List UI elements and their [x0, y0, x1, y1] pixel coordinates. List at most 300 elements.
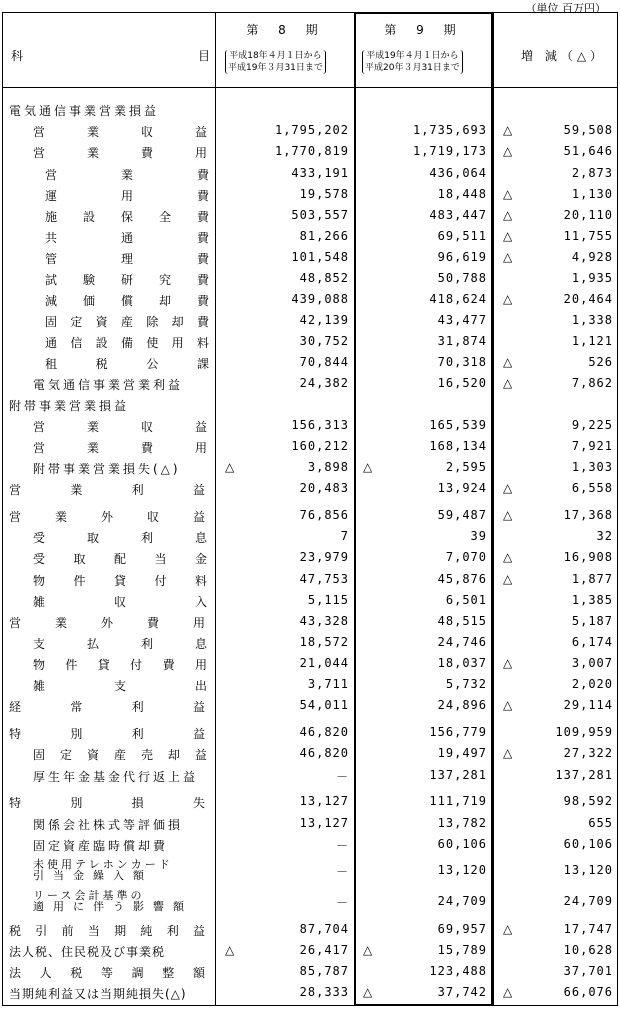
value-delta: 37,701: [563, 964, 613, 978]
row-label-char: 固: [33, 748, 46, 762]
value-period9: 39: [470, 529, 487, 543]
row-label: [9, 922, 205, 939]
row-label: [45, 313, 209, 330]
row-label-char: 定: [70, 315, 83, 329]
value-period8: 1,795,202: [274, 123, 349, 137]
row-label-char: 利: [140, 531, 153, 545]
row-label: [9, 725, 205, 742]
row-label-char: 備: [120, 336, 133, 350]
value-delta: 5,187: [571, 614, 613, 628]
row-label-char: 試: [45, 273, 58, 287]
row-label-char: 利: [131, 727, 144, 741]
row-label-char: 全: [158, 210, 171, 224]
row-label-char: 益: [194, 748, 207, 762]
value-delta-negative-mark: △: [503, 508, 513, 522]
table-row: [3, 891, 617, 911]
row-label-char: 保: [120, 210, 133, 224]
unit-note: （単位 百万円）: [525, 2, 606, 15]
table-row: [3, 632, 617, 652]
table-row: [3, 695, 617, 715]
table-row: [3, 791, 617, 811]
value-period9: 69,957: [437, 922, 487, 936]
value-period8: －: [335, 839, 349, 853]
row-label-char: 研: [120, 273, 133, 287]
row-label-char: 入: [194, 595, 207, 609]
value-delta-negative-mark: △: [503, 123, 513, 137]
row-label-char: 貸: [113, 574, 126, 588]
value-period9: 16,520: [437, 376, 487, 390]
row-label-char: 用: [171, 336, 184, 350]
value-period9: 48,515: [437, 614, 487, 628]
row-label-char: 収: [140, 125, 153, 139]
row-label-char: 共: [45, 231, 58, 245]
row-label-char: 通: [45, 336, 58, 350]
row-label-char: 営: [9, 510, 22, 524]
value-delta: 32: [596, 529, 613, 543]
value-period8: 28,333: [299, 985, 349, 999]
row-label-char: 物: [33, 574, 46, 588]
row-label-char: 料: [194, 574, 207, 588]
value-delta: 6,558: [571, 481, 613, 495]
value-delta: 1,303: [571, 460, 613, 474]
table-row: [3, 457, 617, 477]
value-period9: 123,488: [429, 964, 487, 978]
value-delta-negative-mark: △: [503, 746, 513, 760]
row-label-char: 業: [86, 125, 99, 139]
value-period9: 43,477: [437, 313, 487, 327]
row-label: [33, 550, 207, 567]
row-label-char: 費: [140, 146, 153, 160]
row-label-char: 利: [140, 637, 153, 651]
table-row: [3, 289, 617, 309]
row-label: [33, 439, 207, 456]
row-label: [33, 656, 207, 673]
row-label-line1: リース会計基準の: [33, 889, 145, 902]
row-label-char: 費: [196, 210, 209, 224]
value-delta: 24,709: [563, 894, 613, 908]
value-period8-negative-mark: △: [225, 943, 235, 957]
table-row: [3, 590, 617, 610]
header-period9-range: [362, 50, 463, 74]
row-label: [45, 229, 209, 246]
table-row: [3, 765, 617, 785]
value-delta: 4,928: [571, 250, 613, 264]
value-period9: 7,070: [445, 550, 487, 564]
row-label: [9, 508, 205, 525]
row-label-char: 利: [166, 924, 179, 938]
row-label-line1: 未使用テレホンカード: [33, 858, 173, 871]
value-period8: 433,191: [291, 166, 349, 180]
row-label-char: 業: [86, 146, 99, 160]
value-period8: 1,770,819: [274, 144, 349, 158]
value-delta: 526: [588, 355, 613, 369]
value-delta: 13,120: [563, 863, 613, 877]
row-label-char: 外: [100, 510, 113, 524]
row-label-char: 特: [9, 727, 22, 741]
table-row: [3, 310, 617, 330]
row-label-char: 利: [131, 700, 144, 714]
table-row: [3, 961, 617, 981]
value-delta: 20,464: [563, 292, 613, 306]
value-period9: 70,318: [437, 355, 487, 369]
value-period9: 24,896: [437, 698, 487, 712]
row-label-char: 営: [33, 420, 46, 434]
row-label-char: 支: [113, 679, 126, 693]
row-label: [33, 859, 173, 881]
row-label: 附帯事業営業損益: [9, 399, 130, 413]
value-delta: 16,908: [563, 550, 613, 564]
value-period8: 3,898: [307, 460, 349, 474]
row-label: [33, 144, 207, 161]
table-row: [3, 163, 617, 183]
table-row: [3, 505, 617, 525]
row-label-char: 費: [196, 168, 209, 182]
row-label-char: 業: [120, 168, 133, 182]
row-label-char: 公: [146, 357, 159, 371]
value-delta: 10,628: [563, 943, 613, 957]
row-label-char: 験: [82, 273, 95, 287]
value-delta-negative-mark: △: [503, 376, 513, 390]
row-label-char: 益: [192, 700, 205, 714]
value-delta: 6,174: [571, 635, 613, 649]
value-delta: 1,338: [571, 313, 613, 327]
row-label-char: 用: [194, 146, 207, 160]
row-label: [33, 635, 207, 652]
value-period9: 156,779: [429, 725, 487, 739]
value-period9: 45,876: [437, 572, 487, 586]
row-label-char: 設: [95, 336, 108, 350]
row-label-char: 償: [120, 294, 133, 308]
row-label-char: 息: [194, 531, 207, 545]
value-period9: 165,539: [429, 418, 487, 432]
table-row: [3, 415, 617, 435]
value-period9: 96,619: [437, 250, 487, 264]
row-label-char: 純: [140, 924, 153, 938]
value-period8: －: [335, 896, 349, 910]
row-label: [45, 166, 209, 183]
row-label-char: 件: [73, 574, 86, 588]
row-label: [9, 481, 205, 498]
value-delta: 2,873: [571, 166, 613, 180]
row-label-char: 支: [33, 637, 46, 651]
value-period8: 7: [340, 529, 349, 543]
row-label-char: 営: [45, 168, 58, 182]
value-period9: 2,595: [445, 460, 487, 474]
value-period8: 18,572: [299, 635, 349, 649]
row-label-char: 費: [196, 294, 209, 308]
value-period9: 24,746: [437, 635, 487, 649]
value-period8: 87,704: [299, 922, 349, 936]
header-kamoku-right: 目: [198, 49, 211, 63]
row-label: 固定資産臨時償却費: [33, 839, 169, 853]
value-period8: 42,139: [299, 313, 349, 327]
value-delta-negative-mark: △: [503, 985, 513, 999]
value-period8: 23,979: [299, 550, 349, 564]
table-row: [3, 394, 617, 414]
row-label-char: 取: [73, 552, 86, 566]
row-label-char: 租: [45, 357, 58, 371]
table-row: [3, 331, 617, 351]
value-delta: 1,935: [571, 271, 613, 285]
row-label-char: 設: [82, 210, 95, 224]
table-row: [3, 982, 617, 1002]
row-label: 電気通信事業営業損益: [9, 104, 160, 118]
row-label-char: 出: [194, 679, 207, 693]
table-row: [3, 205, 617, 225]
value-period8: 101,548: [291, 250, 349, 264]
row-label-char: 業: [54, 616, 67, 630]
table-row: [3, 141, 617, 161]
value-period9: 13,924: [437, 481, 487, 495]
row-label-char: 前: [61, 924, 74, 938]
row-label-char: 営: [9, 483, 22, 497]
value-delta-negative-mark: △: [503, 229, 513, 243]
value-delta: 1,130: [571, 187, 613, 201]
row-label-char: 価: [82, 294, 95, 308]
value-period9: 15,789: [437, 943, 487, 957]
row-label-char: 信: [70, 336, 83, 350]
row-label-char: 外: [100, 616, 113, 630]
value-period9: 50,788: [437, 271, 487, 285]
row-label: [33, 123, 207, 140]
row-label-char: 施: [45, 210, 58, 224]
value-delta: 59,508: [563, 123, 613, 137]
value-period9: 436,064: [429, 166, 487, 180]
table-row: [3, 526, 617, 546]
row-label-char: 人: [39, 966, 52, 980]
row-label-char: 業: [70, 483, 83, 497]
value-period8: 47,753: [299, 572, 349, 586]
value-period8: 24,382: [299, 376, 349, 390]
row-label-char: 受: [33, 531, 46, 545]
row-label-char: 払: [86, 637, 99, 651]
value-period9: 59,487: [437, 508, 487, 522]
value-period8: 70,844: [299, 355, 349, 369]
value-period8: 26,417: [299, 943, 349, 957]
row-label: [33, 418, 207, 435]
row-label: [9, 964, 205, 981]
row-label-char: 営: [33, 125, 46, 139]
row-label-char: 益: [194, 125, 207, 139]
row-label-char: 資: [86, 748, 99, 762]
value-period9: 37,742: [437, 985, 487, 999]
value-period9: 1,719,173: [412, 144, 487, 158]
value-delta: 51,646: [563, 144, 613, 158]
row-label-char: 受: [33, 552, 46, 566]
value-delta: 1,877: [571, 572, 613, 586]
value-delta: 27,322: [563, 746, 613, 760]
value-delta: 60,106: [563, 837, 613, 851]
value-period9: 6,501: [445, 593, 487, 607]
value-delta: 66,076: [563, 985, 613, 999]
row-label-char: 雑: [33, 679, 46, 693]
value-period9: 5,732: [445, 677, 487, 691]
value-delta-negative-mark: △: [503, 656, 513, 670]
value-delta-negative-mark: △: [503, 355, 513, 369]
value-period9: 13,120: [437, 863, 487, 877]
value-delta: 1,121: [571, 334, 613, 348]
row-label-char: 整: [162, 966, 175, 980]
table-row: [3, 547, 617, 567]
table-row: [3, 120, 617, 140]
row-label-char: 除: [146, 315, 159, 329]
row-label: [45, 187, 209, 204]
table-row: [3, 940, 617, 960]
row-label-char: 物: [33, 658, 46, 672]
value-delta-negative-mark: △: [503, 144, 513, 158]
table-row: [3, 813, 617, 833]
row-label-line2: 適用に伴う影響額: [33, 900, 193, 913]
value-period8: 439,088: [291, 292, 349, 306]
row-label-char: 雑: [33, 595, 46, 609]
value-period8: 21,044: [299, 656, 349, 670]
value-delta-negative-mark: △: [503, 187, 513, 201]
row-label-char: 業: [86, 441, 99, 455]
row-label-char: 課: [196, 357, 209, 371]
row-label-char: 益: [192, 510, 205, 524]
value-period8: 30,752: [299, 334, 349, 348]
row-label-char: 資: [95, 315, 108, 329]
row-label-char: 料: [196, 336, 209, 350]
row-label-char: 費: [196, 273, 209, 287]
header-period8: 第 8 期: [246, 23, 326, 37]
row-label-char: 益: [192, 483, 205, 497]
row-label: [33, 572, 207, 589]
value-delta-negative-mark: △: [503, 550, 513, 564]
value-delta-negative-mark: △: [503, 292, 513, 306]
table-row: [3, 373, 617, 393]
value-period9: 168,134: [429, 439, 487, 453]
value-period8: 13,127: [299, 794, 349, 808]
table-row: [3, 436, 617, 456]
row-label-char: 営: [9, 616, 22, 630]
row-label-char: 付: [130, 658, 143, 672]
row-label-char: 等: [100, 966, 113, 980]
row-label-char: 失: [192, 796, 205, 810]
row-label-char: 業: [86, 420, 99, 434]
value-delta: 2,020: [571, 677, 613, 691]
row-label-char: 金: [194, 552, 207, 566]
row-label-char: 減: [45, 294, 58, 308]
value-delta: 17,747: [563, 922, 613, 936]
row-label-char: 用: [194, 658, 207, 672]
row-label-char: 益: [192, 727, 205, 741]
row-label-char: 付: [154, 574, 167, 588]
table-row: [3, 860, 617, 880]
header-period9-range-start: 平成19年４月１日から: [366, 51, 459, 61]
table-row: [3, 722, 617, 742]
value-delta: 3,007: [571, 656, 613, 670]
value-period8: 48,852: [299, 271, 349, 285]
value-period8: 13,127: [299, 816, 349, 830]
value-period8: 76,856: [299, 508, 349, 522]
row-label-char: 費: [162, 658, 175, 672]
row-label-char: 理: [120, 252, 133, 266]
value-delta: 1,385: [571, 593, 613, 607]
value-period9: 18,448: [437, 187, 487, 201]
value-period8: 81,266: [299, 229, 349, 243]
row-label: 法人税、住民税及び事業税: [9, 945, 166, 959]
row-label-char: 業: [54, 510, 67, 524]
row-label-char: 貸: [97, 658, 110, 672]
row-label-char: 究: [158, 273, 171, 287]
row-label-char: 別: [70, 796, 83, 810]
row-label-char: 収: [146, 510, 159, 524]
value-period9: 60,106: [437, 837, 487, 851]
value-delta-negative-mark: △: [503, 481, 513, 495]
row-label-char: 営: [33, 441, 46, 455]
value-period8: 20,483: [299, 481, 349, 495]
value-delta: 109,959: [555, 725, 613, 739]
header-period8-range-start: 平成18年４月１日から: [229, 51, 322, 61]
row-label-char: 益: [194, 420, 207, 434]
table-row: [3, 569, 617, 589]
row-label-char: 税: [95, 357, 108, 371]
income-statement-table: [2, 12, 618, 1006]
value-period9-negative-mark: △: [363, 985, 373, 999]
row-label-char: 用: [194, 441, 207, 455]
value-delta: 137,281: [555, 768, 613, 782]
table-row: [3, 674, 617, 694]
row-label-char: 当: [154, 552, 167, 566]
value-period9: 418,624: [429, 292, 487, 306]
row-label-char: 使: [146, 336, 159, 350]
row-label-char: 引: [35, 924, 48, 938]
row-label: [45, 355, 209, 372]
row-label-char: 収: [140, 420, 153, 434]
table-row: [3, 919, 617, 939]
table-row: [3, 653, 617, 673]
header-period9-range-end: 平成20年３月31日まで: [365, 63, 460, 73]
row-label-line2: 引当金繰入額: [33, 869, 153, 882]
row-label-char: 常: [70, 700, 83, 714]
row-label-char: 費: [196, 189, 209, 203]
row-label-char: 売: [140, 748, 153, 762]
row-label: [45, 334, 209, 351]
value-period9: 69,511: [437, 229, 487, 243]
row-label: [45, 250, 209, 267]
row-label-char: 益: [192, 924, 205, 938]
row-label-char: 却: [171, 315, 184, 329]
row-label: 附帯事業営業損失(△): [33, 462, 181, 476]
value-period8: 3,711: [307, 677, 349, 691]
row-label-char: 費: [196, 315, 209, 329]
value-period8: 43,328: [299, 614, 349, 628]
row-label-char: 費: [140, 441, 153, 455]
row-label-char: 却: [158, 294, 171, 308]
value-period9-negative-mark: △: [363, 943, 373, 957]
row-label-char: 産: [120, 315, 133, 329]
row-label: 関係会社株式等評価損: [33, 818, 184, 832]
value-period9: 18,037: [437, 656, 487, 670]
table-row: [3, 834, 617, 854]
value-delta: 11,755: [563, 229, 613, 243]
table-row: [3, 611, 617, 631]
row-label-char: 期: [114, 924, 127, 938]
value-period8: 46,820: [299, 746, 349, 760]
value-period8: 503,557: [291, 208, 349, 222]
header-period8-range: [225, 50, 326, 74]
row-label: [45, 208, 209, 225]
header-period9: 第 9 期: [384, 23, 464, 37]
value-period8: 5,115: [307, 593, 349, 607]
row-label: 当期純利益又は当期純損失(△): [9, 987, 187, 1001]
value-period9: 111,719: [429, 794, 487, 808]
value-delta: 655: [588, 816, 613, 830]
value-period9: 19,497: [437, 746, 487, 760]
value-delta-negative-mark: △: [503, 208, 513, 222]
value-period8: －: [335, 865, 349, 879]
